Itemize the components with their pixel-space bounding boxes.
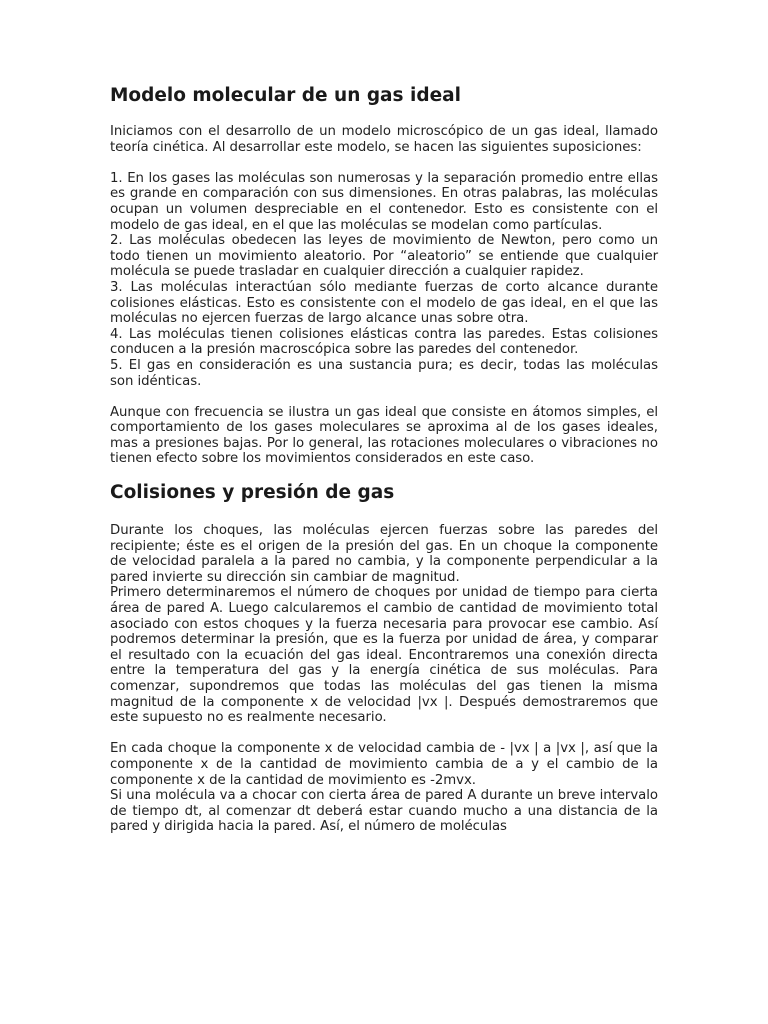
collisions-paragraph-1: Durante los choques, las moléculas ejercen fuerzas sobre las paredes del recipiente; éste es el origen de la presión del gas. En un choque la componente de velocidad paralela a la pared no cambia, y la componente perpendicular a la pared invierte su dirección sin cambiar de magnitud. bbox=[110, 523, 658, 585]
collisions-paragraph-2: Primero determinaremos el número de choques por unidad de tiempo para cierta área de pared A. Luego calcularemos el cambio de cantidad de movimiento total asociado con estos choques y la fuerza necesaria para provocar ese cambio. Así podremos determinar la presión, que es la fuerza por unidad de área, y comparar el resultado con la ecuación del gas ideal. Encontraremos una conexión directa entre la temperatura del gas y la energía cinética de sus moléculas. Para comenzar, supondremos que todas las moléculas del gas tienen la misma magnitud de la componente x de velocidad |vx |. Después demostraremos que este supuesto no es realmente necesario. bbox=[110, 585, 658, 726]
section-title-colisiones: Colisiones y presión de gas bbox=[110, 482, 395, 504]
assumption-5: 5. El gas en consideración es una sustancia pura; es decir, todas las moléculas son idénticas. bbox=[110, 357, 658, 389]
assumption-3: 3. Las moléculas interactúan sólo mediante fuerzas de corto alcance durante colisiones elásticas. Esto es consistente con el modelo de gas ideal, en el que las moléculas no ejercen fuerzas de largo alcance unas sobre otra. bbox=[110, 279, 658, 327]
section-title-gas-ideal: Modelo molecular de un gas ideal bbox=[110, 85, 461, 106]
intro-paragraph: Iniciamos con el desarrollo de un modelo microscópico de un gas ideal, llamado teoría cinética. Al desarrollar este modelo, se hacen las siguientes suposiciones: bbox=[110, 124, 658, 155]
document-page bbox=[110, 84, 658, 835]
assumption-4: 4. Las moléculas tienen colisiones elásticas contra las paredes. Estas colisiones conducen a la presión macroscópica sobre las paredes del contenedor. bbox=[110, 326, 658, 358]
collisions-paragraph-3: En cada choque la componente x de velocidad cambia de - |vx | a |vx |, así que la componente x de la cantidad de movimiento cambia de a y el cambio de la componente x de la cantidad de movimiento es -2mvx. bbox=[110, 741, 658, 788]
assumption-2: 2. Las moléculas obedecen las leyes de movimiento de Newton, pero como un todo tienen un movimiento aleatorio. Por “aleatorio” se entiende que cualquier molécula se puede trasladar en cualquier dirección a cualquier rapidez. bbox=[110, 233, 658, 280]
collisions-paragraph-4: Si una molécula va a chocar con cierta área de pared A durante un breve intervalo de tiempo dt, al comenzar dt deberá estar cuando mucho a una distancia de la pared y dirigida hacia la pared. Así, el número de moléculas bbox=[110, 788, 658, 835]
closing-paragraph: Aunque con frecuencia se ilustra un gas ideal que consiste en átomos simples, el comportamiento de los gases moleculares se aproxima al de los gases ideales, mas a presiones bajas. Por lo general, las rotaciones moleculares o vibraciones no tienen efecto sobre los movimientos considerados en este caso. bbox=[110, 404, 658, 467]
assumption-1: 1. En los gases las moléculas son numerosas y la separación promedio entre ellas es grande en comparación con sus dimensiones. En otras palabras, las moléculas ocupan un volumen despreciable en el contenedor. Esto es consistente con el modelo de gas ideal, en el que las moléculas se modelan como partículas. bbox=[110, 170, 658, 233]
